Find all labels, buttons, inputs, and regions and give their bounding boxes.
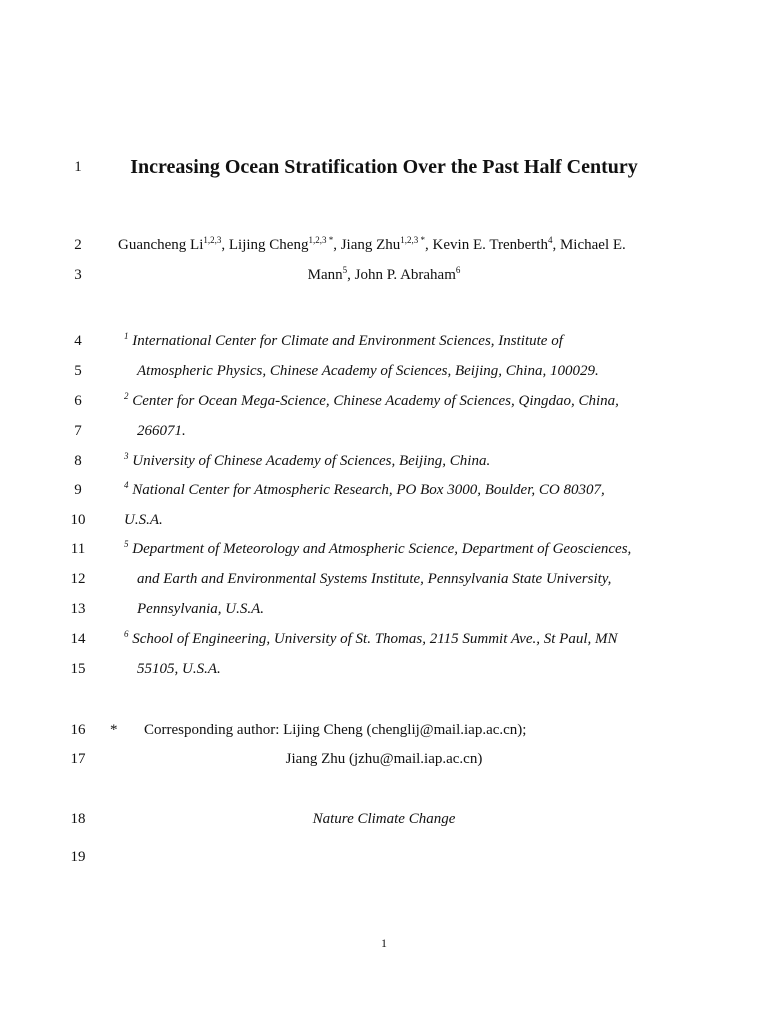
line-number: 4 bbox=[74, 333, 82, 349]
corresponding-author-2: Jiang Zhu (jzhu@mail.iap.ac.cn) bbox=[285, 751, 483, 767]
line-number: 11 bbox=[70, 541, 86, 557]
journal-name: Nature Climate Change bbox=[312, 811, 456, 827]
line-number: 2 bbox=[74, 237, 82, 253]
author-name: , Michael E. bbox=[552, 237, 626, 253]
author-line-1 bbox=[118, 237, 626, 254]
affiliation-text: Center for Ocean Mega-Science, Chinese Academy of Sciences, Qingdao, China, bbox=[132, 393, 619, 409]
affiliation-text: Department of Meteorology and Atmospheric Science, Department of Geosciences, bbox=[132, 541, 632, 557]
affiliation-6-cont: 55105, U.S.A. bbox=[137, 661, 221, 677]
affiliation-6 bbox=[124, 631, 618, 648]
affiliation-text: International Center for Climate and Environment Sciences, Institute of bbox=[132, 333, 563, 349]
line-number: 17 bbox=[70, 751, 86, 767]
author-line-2 bbox=[0, 267, 768, 284]
affiliation-sup: 4 bbox=[124, 480, 129, 490]
author-name: Mann bbox=[307, 267, 343, 283]
author-name: , Lijing Cheng bbox=[221, 237, 309, 253]
line-number: 10 bbox=[70, 512, 86, 528]
affiliation-2 bbox=[124, 393, 619, 410]
line-number: 6 bbox=[74, 393, 82, 409]
affiliation-3 bbox=[124, 453, 490, 470]
affiliation-1-cont: Atmospheric Physics, Chinese Academy of Sciences, Beijing, China, 100029. bbox=[137, 363, 599, 379]
author-affiliation-sup: 6 bbox=[455, 265, 461, 275]
affiliation-5-cont: Pennsylvania, U.S.A. bbox=[137, 601, 265, 617]
author-affiliation-sup: 1,2,3 bbox=[203, 235, 222, 245]
affiliation-text: School of Engineering, University of St. Thomas, 2115 Summit Ave., St Paul, MN bbox=[132, 631, 618, 647]
affiliation-sup: 5 bbox=[124, 539, 129, 549]
corresponding-author: Corresponding author: Lijing Cheng (chenglij@mail.iap.ac.cn); bbox=[144, 722, 527, 738]
affiliation-4-cont: U.S.A. bbox=[124, 512, 163, 528]
line-number: 3 bbox=[74, 267, 82, 283]
line-number: 16 bbox=[70, 722, 86, 738]
line-number: 7 bbox=[74, 423, 82, 439]
line-number: 5 bbox=[74, 363, 82, 379]
affiliation-sup: 3 bbox=[124, 451, 129, 461]
author-name: , Jiang Zhu bbox=[333, 237, 401, 253]
line-number: 8 bbox=[74, 453, 82, 469]
affiliation-text: National Center for Atmospheric Research, PO Box 3000, Boulder, CO 80307, bbox=[132, 482, 605, 498]
author-affiliation-sup: 4 bbox=[547, 235, 553, 245]
line-number: 9 bbox=[74, 482, 82, 498]
affiliation-5-cont: and Earth and Environmental Systems Institute, Pennsylvania State University, bbox=[137, 571, 612, 587]
affiliation-2-cont: 266071. bbox=[137, 423, 186, 439]
corresponding-star: * bbox=[110, 722, 118, 738]
affiliation-1 bbox=[124, 333, 563, 350]
author-name: , John P. Abraham bbox=[347, 267, 456, 283]
author-name: Guancheng Li bbox=[118, 237, 204, 253]
line-number: 13 bbox=[70, 601, 86, 617]
author-affiliation-sup: 1,2,3 * bbox=[308, 235, 334, 245]
line-number: 1 bbox=[74, 159, 82, 175]
author-affiliation-sup: 1,2,3 * bbox=[400, 235, 426, 245]
page-number: 1 bbox=[381, 936, 387, 950]
affiliation-sup: 1 bbox=[124, 331, 129, 341]
affiliation-4 bbox=[124, 482, 605, 499]
author-name: , Kevin E. Trenberth bbox=[425, 237, 548, 253]
line-number: 14 bbox=[70, 631, 86, 647]
line-number: 18 bbox=[70, 811, 86, 827]
author-affiliation-sup: 5 bbox=[342, 265, 348, 275]
affiliation-sup: 2 bbox=[124, 391, 129, 401]
line-number: 12 bbox=[70, 571, 86, 587]
affiliation-sup: 6 bbox=[124, 629, 129, 639]
affiliation-text: University of Chinese Academy of Sciences, Beijing, China. bbox=[132, 453, 491, 469]
line-number: 19 bbox=[70, 849, 86, 865]
affiliation-5 bbox=[124, 541, 631, 558]
paper-title: Increasing Ocean Stratification Over the Past Half Century bbox=[130, 156, 638, 178]
line-number: 15 bbox=[70, 661, 86, 677]
